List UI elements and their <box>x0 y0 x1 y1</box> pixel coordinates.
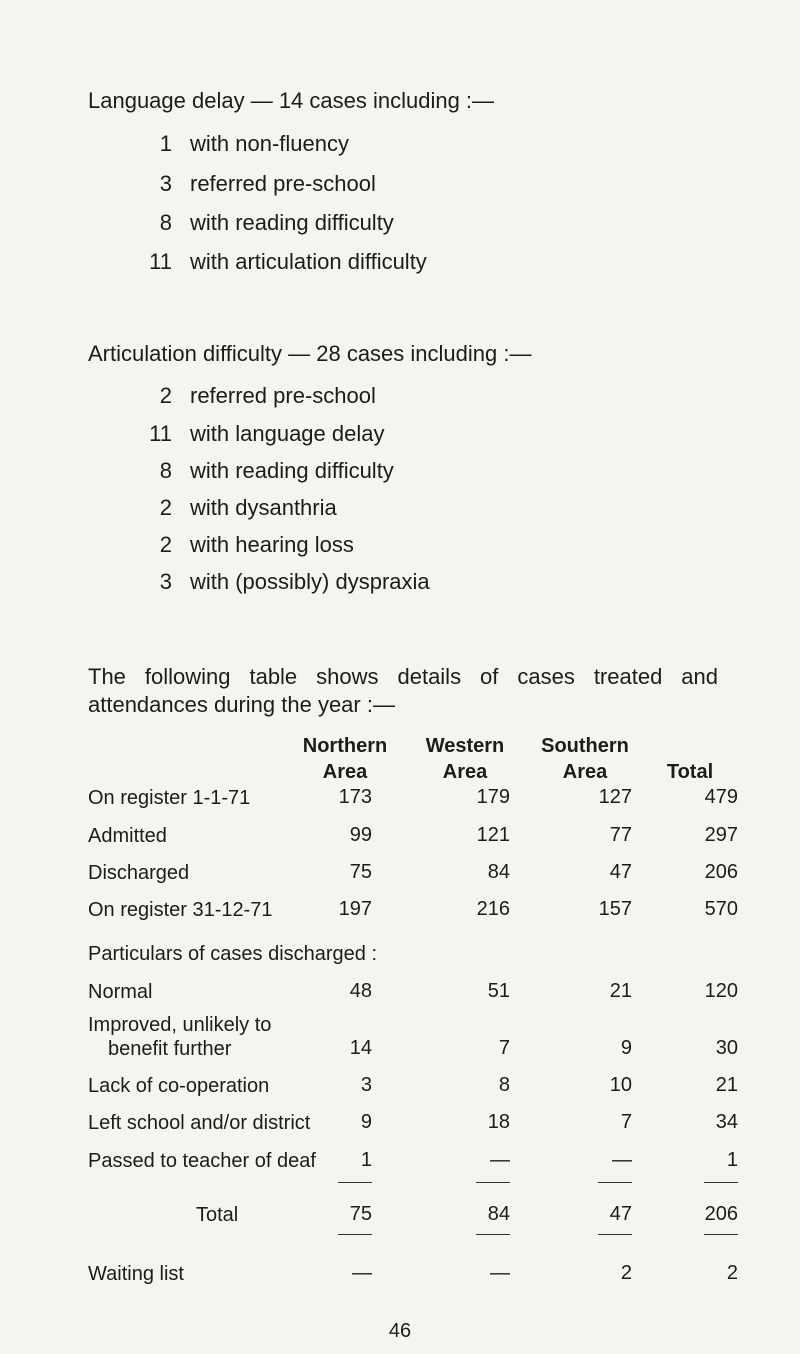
list-item <box>159 131 349 157</box>
table-cell: 34 <box>715 1111 738 1133</box>
table-cell: 75 <box>349 861 372 883</box>
table-cell: 570 <box>704 898 738 920</box>
column-header-northern <box>290 733 400 785</box>
table-cell: — <box>612 1149 632 1171</box>
item-count: 8 <box>159 210 172 235</box>
item-count: 2 <box>159 532 172 557</box>
table-cell: 99 <box>349 824 372 846</box>
list-item <box>159 383 376 409</box>
language-delay-heading: Language delay — 14 cases including :— <box>88 88 495 113</box>
articulation-difficulty-heading: Articulation difficulty — 28 cases including :— <box>88 341 532 366</box>
table-cell: 8 <box>498 1074 510 1096</box>
table-cell: 216 <box>476 898 510 920</box>
table-cell: 21 <box>715 1074 738 1096</box>
table-cell: — <box>490 1149 510 1171</box>
table-cell: 297 <box>704 824 738 846</box>
column-header-total <box>640 733 740 785</box>
list-item <box>149 249 427 275</box>
item-text: with non-fluency <box>190 131 349 156</box>
table-row-label: On register 31-12-71 <box>88 899 273 921</box>
column-header-line: Area <box>442 761 488 783</box>
total-rule <box>598 1234 632 1235</box>
table-cell: 120 <box>704 980 738 1002</box>
table-row-label: Normal <box>88 981 153 1003</box>
table-cell: 9 <box>360 1111 372 1133</box>
total-rule <box>704 1182 738 1183</box>
particulars-heading: Particulars of cases discharged : <box>88 943 378 965</box>
table-cell: 18 <box>487 1111 510 1133</box>
table-cell: 10 <box>609 1074 632 1096</box>
page-number: 46 <box>388 1320 412 1342</box>
item-text: with (possibly) dyspraxia <box>190 569 430 594</box>
table-cell: 51 <box>487 980 510 1002</box>
item-count: 11 <box>149 421 172 446</box>
intro-line-1: The following table shows details of cases treated and <box>88 664 718 689</box>
table-cell: 197 <box>338 898 372 920</box>
total-rule <box>476 1182 510 1183</box>
table-cell: 179 <box>476 786 510 808</box>
column-header-line: Western <box>425 735 505 757</box>
intro-paragraph <box>88 663 718 719</box>
total-label: Total <box>196 1204 239 1226</box>
table-cell: 206 <box>704 1203 738 1225</box>
table-cell: 9 <box>620 1037 632 1059</box>
item-count: 11 <box>149 249 172 274</box>
column-header-line: Northern <box>302 735 388 757</box>
list-item <box>159 532 354 558</box>
item-count: 2 <box>159 495 172 520</box>
column-header-western <box>410 733 520 785</box>
table-cell: 30 <box>715 1037 738 1059</box>
item-text: with hearing loss <box>190 532 354 557</box>
table-cell: 77 <box>609 824 632 846</box>
item-count: 3 <box>159 171 172 196</box>
item-text: with reading difficulty <box>190 458 394 483</box>
table-cell: 75 <box>349 1203 372 1225</box>
item-text: referred pre-school <box>190 171 376 196</box>
table-cell: 173 <box>338 786 372 808</box>
column-header-line <box>640 733 740 759</box>
table-cell: 47 <box>609 1203 632 1225</box>
list-item <box>149 421 385 447</box>
list-item <box>159 569 430 595</box>
column-header-line: Southern <box>541 735 629 757</box>
table-cell: 479 <box>704 786 738 808</box>
total-rule <box>338 1234 372 1235</box>
table-cell: 157 <box>598 898 632 920</box>
table-cell: 7 <box>498 1037 510 1059</box>
table-cell: 206 <box>704 861 738 883</box>
item-count: 8 <box>159 458 172 483</box>
table-cell: — <box>352 1262 372 1284</box>
item-text: with reading difficulty <box>190 210 394 235</box>
list-item <box>159 171 376 197</box>
table-row-label: Improved, unlikely to <box>88 1014 272 1036</box>
table-row-label: benefit further <box>108 1038 232 1060</box>
column-header-line: Total <box>666 761 714 783</box>
item-count: 1 <box>159 131 172 156</box>
table-cell: 14 <box>349 1037 372 1059</box>
total-rule <box>338 1182 372 1183</box>
list-item <box>159 210 394 236</box>
table-cell: 1 <box>726 1149 738 1171</box>
table-cell: 84 <box>487 861 510 883</box>
waiting-list-label: Waiting list <box>88 1263 184 1285</box>
table-row-label: Left school and/or district <box>88 1112 311 1134</box>
table-cell: 48 <box>349 980 372 1002</box>
table-cell: 3 <box>360 1074 372 1096</box>
column-header-line: Area <box>562 761 608 783</box>
table-cell: 121 <box>476 824 510 846</box>
item-text: with dysanthria <box>190 495 337 520</box>
table-cell: 21 <box>609 980 632 1002</box>
table-cell: 2 <box>620 1262 632 1284</box>
list-item <box>159 495 337 521</box>
total-rule <box>476 1234 510 1235</box>
table-row-label: On register 1-1-71 <box>88 787 251 809</box>
item-text: with articulation difficulty <box>190 249 427 274</box>
item-count: 3 <box>159 569 172 594</box>
table-cell: 127 <box>598 786 632 808</box>
table-cell: 7 <box>620 1111 632 1133</box>
item-text: referred pre-school <box>190 383 376 408</box>
table-cell: — <box>490 1262 510 1284</box>
item-count: 2 <box>159 383 172 408</box>
column-header-line: Area <box>322 761 368 783</box>
list-item <box>159 458 394 484</box>
table-cell: 1 <box>360 1149 372 1171</box>
table-row-label: Lack of co-operation <box>88 1075 270 1097</box>
table-cell: 2 <box>726 1262 738 1284</box>
total-rule <box>598 1182 632 1183</box>
table-row-label: Passed to teacher of deaf <box>88 1150 316 1172</box>
table-cell: 84 <box>487 1203 510 1225</box>
table-row-label: Admitted <box>88 825 167 847</box>
total-rule <box>704 1234 738 1235</box>
item-text: with language delay <box>190 421 385 446</box>
table-cell: 47 <box>609 861 632 883</box>
column-header-southern <box>530 733 640 785</box>
table-row-label: Discharged <box>88 862 190 884</box>
intro-line-2: attendances during the year :— <box>88 692 395 717</box>
